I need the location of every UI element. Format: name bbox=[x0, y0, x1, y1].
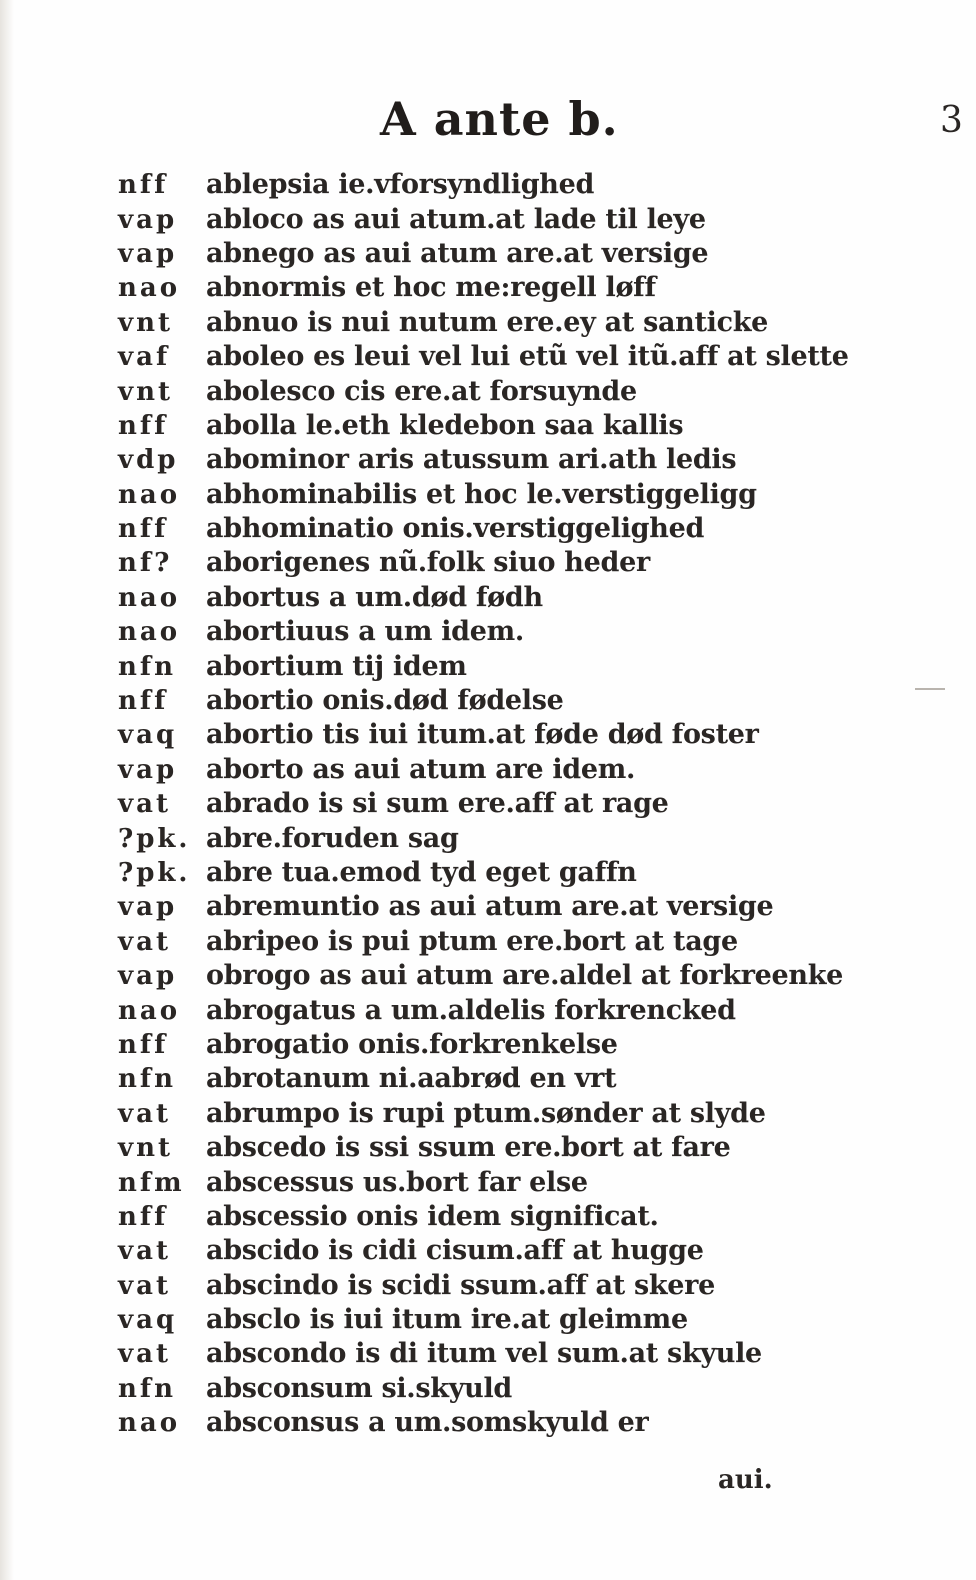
stray-mark bbox=[915, 688, 945, 690]
dictionary-entries bbox=[118, 168, 878, 1440]
entry-grammar-code: vat bbox=[118, 1339, 171, 1370]
entry-grammar-code: nff bbox=[118, 686, 169, 717]
entry-grammar-code: vaq bbox=[118, 1305, 178, 1336]
entry-text: abscessio onis idem significat. bbox=[206, 1200, 659, 1232]
entry-grammar-code: vap bbox=[118, 754, 178, 785]
dictionary-entry bbox=[118, 1269, 878, 1303]
entry-grammar-code: nff bbox=[118, 170, 169, 201]
dictionary-entry bbox=[118, 237, 878, 271]
dictionary-entry bbox=[118, 1372, 878, 1406]
entry-text: abre.foruden sag bbox=[206, 822, 459, 854]
dictionary-entry bbox=[118, 615, 878, 649]
entry-grammar-code: nfn bbox=[118, 1064, 176, 1095]
entry-text: abortio onis.død fødelse bbox=[206, 685, 564, 717]
entry-text: abrogatio onis.forkrenkelse bbox=[206, 1028, 618, 1060]
dictionary-entry bbox=[118, 478, 878, 512]
entry-grammar-code: vap bbox=[118, 961, 178, 992]
entry-text: abscedo is ssi ssum ere.bort at fare bbox=[206, 1132, 731, 1164]
entry-grammar-code: vat bbox=[118, 926, 171, 957]
entry-grammar-code: vap bbox=[118, 892, 178, 923]
entry-grammar-code: nao bbox=[118, 273, 181, 304]
entry-text: abscondo is di itum vel sum.at skyule bbox=[206, 1338, 762, 1370]
dictionary-entry bbox=[118, 1303, 878, 1337]
gutter-shadow bbox=[0, 0, 14, 1580]
entry-text: abominor aris atussum ari.ath ledis bbox=[206, 444, 737, 476]
entry-grammar-code: nff bbox=[118, 410, 169, 441]
entry-text: abrotanum ni.aabrød en vrt bbox=[206, 1063, 617, 1095]
entry-grammar-code: nf? bbox=[118, 548, 173, 579]
dictionary-entry bbox=[118, 409, 878, 443]
dictionary-entry bbox=[118, 959, 878, 993]
entry-text: abscindo is scidi ssum.aff at skere bbox=[206, 1269, 715, 1301]
entry-text: abscessus us.bort far else bbox=[206, 1166, 588, 1198]
entry-grammar-code: nao bbox=[118, 1408, 181, 1439]
entry-text: abortio tis iui itum.at føde død foster bbox=[206, 719, 759, 751]
dictionary-entry bbox=[118, 1097, 878, 1131]
entry-text: abortus a um.død fødh bbox=[206, 581, 543, 613]
entry-grammar-code: nfm bbox=[118, 1167, 185, 1198]
entry-grammar-code: nao bbox=[118, 479, 181, 510]
dictionary-entry bbox=[118, 374, 878, 408]
entry-grammar-code: nff bbox=[118, 1029, 169, 1060]
entry-text: abre tua.emod tyd eget gaffn bbox=[206, 857, 637, 888]
dictionary-entry bbox=[118, 993, 878, 1027]
entry-text: abrogatus a um.aldelis forkrencked bbox=[206, 994, 736, 1026]
entry-text: aboleo es leui vel lui etũ vel itũ.aff at slette bbox=[206, 341, 849, 373]
catchword: aui. bbox=[718, 1465, 773, 1495]
dictionary-entry bbox=[118, 1337, 878, 1371]
entry-grammar-code: vdp bbox=[118, 445, 179, 476]
dictionary-entry bbox=[118, 546, 878, 580]
entry-grammar-code: vat bbox=[118, 1236, 171, 1267]
entry-text: absconsum si.skyuld bbox=[206, 1372, 512, 1404]
entry-text: abloco as aui atum.at lade til leye bbox=[206, 203, 706, 235]
dictionary-entry bbox=[118, 787, 878, 821]
dictionary-entry bbox=[118, 753, 878, 787]
dictionary-entry bbox=[118, 1165, 878, 1199]
entry-grammar-code: vap bbox=[118, 204, 178, 235]
entry-grammar-code: nao bbox=[118, 617, 181, 648]
dictionary-entry bbox=[118, 649, 878, 683]
dictionary-entry bbox=[118, 1200, 878, 1234]
entry-grammar-code: vaf bbox=[118, 342, 171, 373]
entry-text: abhominatio onis.verstiggelighed bbox=[206, 513, 705, 545]
entry-text: abrado is si sum ere.aff at rage bbox=[206, 788, 669, 820]
entry-text: abhominabilis et hoc le.verstiggeligg bbox=[206, 478, 757, 510]
dictionary-entry bbox=[118, 925, 878, 959]
dictionary-entry bbox=[118, 856, 878, 890]
entry-text: obrogo as aui atum are.aldel at forkreenke bbox=[206, 960, 844, 992]
entry-grammar-code: ?pk. bbox=[118, 858, 191, 888]
dictionary-entry bbox=[118, 718, 878, 752]
dictionary-entry bbox=[118, 1028, 878, 1062]
entry-text: abremuntio as aui atum are.at versige bbox=[206, 891, 774, 923]
dictionary-entry bbox=[118, 271, 878, 305]
page-heading: A ante b. bbox=[380, 92, 619, 146]
entry-grammar-code: nff bbox=[118, 514, 169, 545]
dictionary-entry bbox=[118, 1131, 878, 1165]
dictionary-entry bbox=[118, 306, 878, 340]
page-number: 3 bbox=[940, 100, 963, 141]
entry-text: abnormis et hoc me:regell løff bbox=[206, 272, 656, 304]
entry-grammar-code: vnt bbox=[118, 1133, 174, 1164]
entry-grammar-code: nff bbox=[118, 1201, 169, 1232]
dictionary-entry bbox=[118, 340, 878, 374]
entry-text: abortium tij idem bbox=[206, 650, 467, 682]
entry-text: abolla le.eth kledebon saa kallis bbox=[206, 409, 684, 441]
dictionary-entry bbox=[118, 821, 878, 855]
entry-grammar-code: nao bbox=[118, 582, 181, 613]
entry-grammar-code: nfn bbox=[118, 651, 176, 682]
entry-text: abripeo is pui ptum ere.bort at tage bbox=[206, 925, 738, 957]
entry-grammar-code: ?pk. bbox=[118, 823, 191, 854]
dictionary-entry bbox=[118, 512, 878, 546]
entry-grammar-code: vat bbox=[118, 1270, 171, 1301]
entry-text: abrumpo is rupi ptum.sønder at slyde bbox=[206, 1097, 766, 1129]
entry-text: abolesco cis ere.at forsuynde bbox=[206, 375, 637, 407]
dictionary-entry bbox=[118, 168, 878, 202]
entry-text: abnego as aui atum are.at versige bbox=[206, 237, 709, 269]
dictionary-entry bbox=[118, 1062, 878, 1096]
entry-grammar-code: vnt bbox=[118, 376, 174, 407]
entry-text: aborto as aui atum are idem. bbox=[206, 753, 636, 785]
entry-text: absconsus a um.somskyuld er bbox=[206, 1407, 649, 1439]
dictionary-entry bbox=[118, 684, 878, 718]
dictionary-entry bbox=[118, 443, 878, 477]
entry-grammar-code: vat bbox=[118, 1098, 171, 1129]
entry-text: ablepsia ie.vforsyndlighed bbox=[206, 169, 595, 201]
entry-grammar-code: vaq bbox=[118, 720, 178, 751]
entry-grammar-code: nfn bbox=[118, 1373, 176, 1404]
entry-grammar-code: vap bbox=[118, 238, 178, 269]
dictionary-entry bbox=[118, 202, 878, 236]
dictionary-entry bbox=[118, 581, 878, 615]
entry-grammar-code: vat bbox=[118, 789, 171, 820]
entry-text: absclo is iui itum ire.at gleimme bbox=[206, 1304, 688, 1336]
entry-grammar-code: vnt bbox=[118, 307, 174, 338]
dictionary-entry bbox=[118, 1406, 878, 1440]
entry-text: aborigenes nũ.folk siuo heder bbox=[206, 547, 650, 579]
entry-text: abnuo is nui nutum ere.ey at santicke bbox=[206, 306, 769, 338]
entry-grammar-code: nao bbox=[118, 995, 181, 1026]
dictionary-entry bbox=[118, 890, 878, 924]
dictionary-entry bbox=[118, 1234, 878, 1268]
entry-text: abscido is cidi cisum.aff at hugge bbox=[206, 1235, 704, 1267]
entry-text: abortiuus a um idem. bbox=[206, 616, 524, 648]
